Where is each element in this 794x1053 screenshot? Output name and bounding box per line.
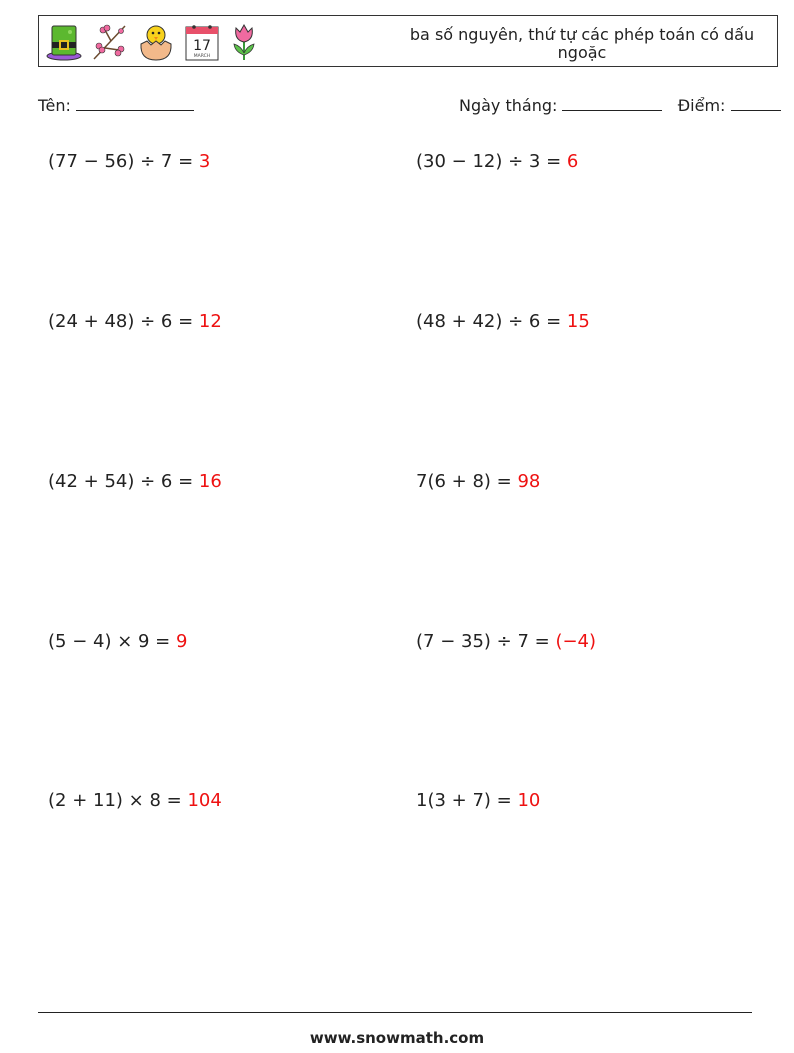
problem-7: (5 − 4) × 9 = 9 (48, 631, 188, 652)
problem-9: (2 + 11) × 8 = 104 (48, 790, 222, 811)
problem-5: (42 + 54) ÷ 6 = 16 (48, 471, 222, 492)
footer-url[interactable]: www.snowmath.com (309, 1029, 485, 1047)
score-label: Điểm: (677, 96, 726, 115)
problem-8: (7 − 35) ÷ 7 = (−4) (416, 631, 597, 652)
name-field (38, 94, 194, 115)
leprechaun-hat-icon (45, 22, 83, 62)
date-score-fields (459, 94, 781, 115)
answer: 12 (198, 311, 222, 332)
score-blank[interactable] (731, 94, 781, 111)
hatching-chick-icon (137, 22, 175, 62)
answer: 10 (517, 790, 541, 811)
problem-6: 7(6 + 8) = 98 (416, 471, 541, 492)
calendar-icon (183, 22, 221, 62)
problem-1: (77 − 56) ÷ 7 = 3 (48, 151, 211, 172)
date-label: Ngày tháng: (459, 96, 558, 115)
answer: 6 (566, 151, 579, 172)
svg-text:MARCH: MARCH (193, 54, 211, 59)
answer: 3 (198, 151, 211, 172)
worksheet-title: ba số nguyên, thứ tự các phép toán có dấu ngoặc (409, 25, 755, 62)
problem-3: (24 + 48) ÷ 6 = 12 (48, 311, 222, 332)
date-blank[interactable] (562, 94, 662, 111)
answer: 9 (175, 631, 188, 652)
footer-divider (38, 1012, 752, 1013)
name-blank[interactable] (76, 94, 194, 111)
header-icons (45, 20, 259, 64)
problem-4: (48 + 42) ÷ 6 = 15 (416, 311, 590, 332)
tulip-icon (229, 22, 259, 62)
answer: (−4) (555, 631, 597, 652)
problem-2: (30 − 12) ÷ 3 = 6 (416, 151, 579, 172)
worksheet-header (38, 15, 778, 67)
cherry-blossom-icon (91, 22, 129, 62)
answer: 15 (566, 311, 590, 332)
answer: 98 (517, 471, 541, 492)
answer: 104 (187, 790, 222, 811)
answer: 16 (198, 471, 222, 492)
svg-text:17: 17 (193, 38, 211, 54)
problem-10: 1(3 + 7) = 10 (416, 790, 541, 811)
name-label: Tên: (38, 96, 71, 115)
